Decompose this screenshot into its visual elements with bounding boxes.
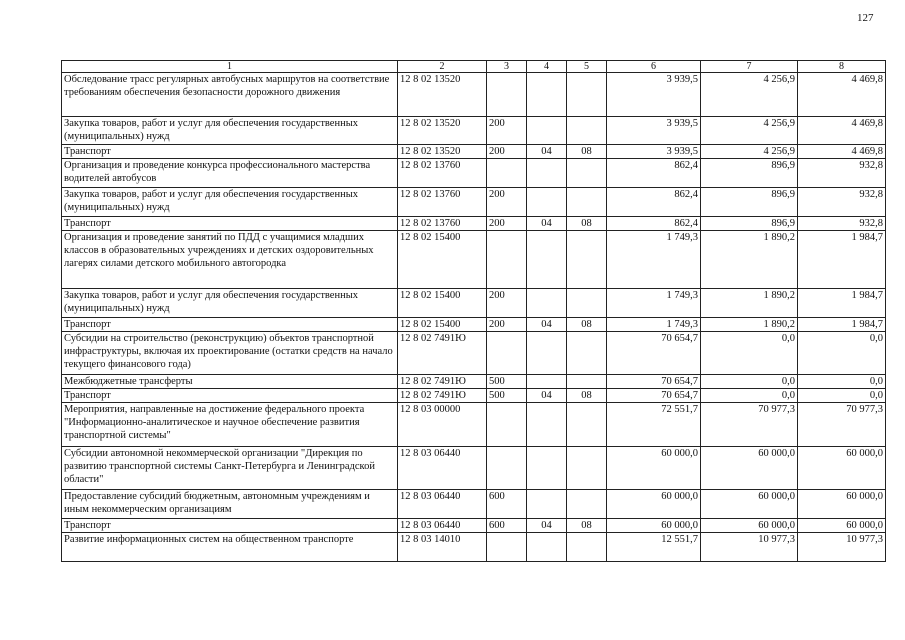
- row-value8-cell: 60 000,0: [798, 490, 886, 519]
- table-row: [62, 447, 886, 490]
- row-value6-cell: 3 939,5: [607, 73, 701, 117]
- row-value8-cell: 60 000,0: [798, 447, 886, 490]
- row-code-cell: 12 8 02 13520: [398, 145, 487, 159]
- row-value7-cell: 1 890,2: [701, 318, 798, 332]
- row-name-cell: Закупка товаров, работ и услуг для обеспечения государственных (муниципальных) нужд: [62, 188, 398, 217]
- row-value6-cell: 70 654,7: [607, 389, 701, 403]
- row-name-cell: Закупка товаров, работ и услуг для обеспечения государственных (муниципальных) нужд: [62, 117, 398, 145]
- row-value6-cell: 3 939,5: [607, 145, 701, 159]
- row-col3-cell: [487, 73, 527, 117]
- row-value8-cell: 0,0: [798, 389, 886, 403]
- row-col4-cell: 04: [527, 389, 567, 403]
- row-value6-cell: 60 000,0: [607, 490, 701, 519]
- table-body: [62, 73, 886, 562]
- row-value6-cell: 60 000,0: [607, 519, 701, 533]
- row-value7-cell: 0,0: [701, 375, 798, 389]
- row-col4-cell: [527, 117, 567, 145]
- row-col5-cell: [567, 447, 607, 490]
- budget-table: [61, 60, 886, 562]
- row-value7-cell: 1 890,2: [701, 289, 798, 318]
- row-col3-cell: [487, 533, 527, 562]
- row-value6-cell: 70 654,7: [607, 332, 701, 375]
- table-row: [62, 318, 886, 332]
- row-col5-cell: [567, 375, 607, 389]
- row-name-cell: Организация и проведение конкурса профессионального мастерства водителей автобусов: [62, 159, 398, 188]
- row-value8-cell: 932,8: [798, 159, 886, 188]
- table-row: [62, 490, 886, 519]
- row-col4-cell: 04: [527, 217, 567, 231]
- row-value7-cell: 896,9: [701, 159, 798, 188]
- row-col4-cell: [527, 447, 567, 490]
- row-value8-cell: 1 984,7: [798, 289, 886, 318]
- row-col5-cell: 08: [567, 217, 607, 231]
- row-col4-cell: [527, 403, 567, 447]
- row-name-cell: Мероприятия, направленные на достижение федерального проекта "Информационно-аналитическое и научное обеспечение развития транспортной системы": [62, 403, 398, 447]
- row-col5-cell: [567, 332, 607, 375]
- row-value8-cell: 10 977,3: [798, 533, 886, 562]
- table-row: [62, 375, 886, 389]
- row-value6-cell: 60 000,0: [607, 447, 701, 490]
- row-col4-cell: [527, 289, 567, 318]
- row-name-cell: Развитие информационных систем на общественном транспорте: [62, 533, 398, 562]
- row-code-cell: 12 8 03 06440: [398, 490, 487, 519]
- row-col5-cell: 08: [567, 318, 607, 332]
- row-value6-cell: 862,4: [607, 188, 701, 217]
- row-col5-cell: [567, 188, 607, 217]
- row-value7-cell: 1 890,2: [701, 231, 798, 289]
- column-header: 4: [527, 61, 567, 73]
- row-value8-cell: 932,8: [798, 217, 886, 231]
- row-value6-cell: 862,4: [607, 159, 701, 188]
- row-name-cell: Транспорт: [62, 145, 398, 159]
- row-col3-cell: [487, 159, 527, 188]
- row-value8-cell: 4 469,8: [798, 117, 886, 145]
- row-name-cell: Обследование трасс регулярных автобусных маршрутов на соответствие требованиям обеспечения безопасности дорожного движения: [62, 73, 398, 117]
- row-col5-cell: 08: [567, 145, 607, 159]
- row-col4-cell: 04: [527, 519, 567, 533]
- table-row: [62, 117, 886, 145]
- row-col3-cell: 500: [487, 389, 527, 403]
- table-row: [62, 389, 886, 403]
- column-header: 2: [398, 61, 487, 73]
- row-code-cell: 12 8 02 15400: [398, 289, 487, 318]
- row-value6-cell: 72 551,7: [607, 403, 701, 447]
- row-code-cell: 12 8 02 13760: [398, 217, 487, 231]
- row-code-cell: 12 8 02 7491Ю: [398, 375, 487, 389]
- row-col3-cell: [487, 447, 527, 490]
- row-value6-cell: 1 749,3: [607, 289, 701, 318]
- row-col5-cell: [567, 289, 607, 318]
- row-col3-cell: 600: [487, 490, 527, 519]
- row-col3-cell: 500: [487, 375, 527, 389]
- row-name-cell: Транспорт: [62, 389, 398, 403]
- row-col3-cell: 200: [487, 145, 527, 159]
- row-col5-cell: 08: [567, 519, 607, 533]
- row-code-cell: 12 8 02 13520: [398, 117, 487, 145]
- row-value7-cell: 60 000,0: [701, 490, 798, 519]
- column-header: 1: [62, 61, 398, 73]
- row-name-cell: Транспорт: [62, 217, 398, 231]
- row-value8-cell: 1 984,7: [798, 231, 886, 289]
- row-col3-cell: 200: [487, 217, 527, 231]
- column-header: 5: [567, 61, 607, 73]
- table-row: [62, 332, 886, 375]
- row-value7-cell: 60 000,0: [701, 447, 798, 490]
- column-header: 8: [798, 61, 886, 73]
- row-col4-cell: [527, 231, 567, 289]
- row-col5-cell: [567, 117, 607, 145]
- row-col3-cell: [487, 332, 527, 375]
- table-row: [62, 217, 886, 231]
- row-name-cell: Субсидии на строительство (реконструкцию) объектов транспортной инфраструктуры, включая их проектирование (остатки средств на начало текущего финансового года): [62, 332, 398, 375]
- row-col4-cell: [527, 332, 567, 375]
- row-value7-cell: 0,0: [701, 332, 798, 375]
- row-value7-cell: 896,9: [701, 217, 798, 231]
- row-value6-cell: 1 749,3: [607, 231, 701, 289]
- row-col4-cell: [527, 490, 567, 519]
- row-value7-cell: 4 256,9: [701, 117, 798, 145]
- row-value8-cell: 1 984,7: [798, 318, 886, 332]
- row-col3-cell: [487, 403, 527, 447]
- row-col4-cell: [527, 375, 567, 389]
- row-code-cell: 12 8 02 13760: [398, 188, 487, 217]
- row-col5-cell: [567, 231, 607, 289]
- row-value8-cell: 932,8: [798, 188, 886, 217]
- row-value7-cell: 60 000,0: [701, 519, 798, 533]
- row-code-cell: 12 8 02 15400: [398, 318, 487, 332]
- row-col5-cell: [567, 73, 607, 117]
- row-value8-cell: 4 469,8: [798, 73, 886, 117]
- row-value7-cell: 70 977,3: [701, 403, 798, 447]
- row-name-cell: Транспорт: [62, 519, 398, 533]
- row-code-cell: 12 8 03 14010: [398, 533, 487, 562]
- row-code-cell: 12 8 02 7491Ю: [398, 332, 487, 375]
- table-row: [62, 145, 886, 159]
- row-value8-cell: 60 000,0: [798, 519, 886, 533]
- row-col5-cell: [567, 403, 607, 447]
- row-col5-cell: 08: [567, 389, 607, 403]
- row-col4-cell: 04: [527, 145, 567, 159]
- table-row: [62, 289, 886, 318]
- table-row: [62, 231, 886, 289]
- row-name-cell: Транспорт: [62, 318, 398, 332]
- column-header: 7: [701, 61, 798, 73]
- row-col4-cell: [527, 188, 567, 217]
- row-code-cell: 12 8 02 7491Ю: [398, 389, 487, 403]
- row-col5-cell: [567, 159, 607, 188]
- row-name-cell: Предоставление субсидий бюджетным, автономным учреждениям и иным некоммерческим организациям: [62, 490, 398, 519]
- row-value7-cell: 896,9: [701, 188, 798, 217]
- row-name-cell: Организация и проведение занятий по ПДД с учащимися младших классов в образовательных учреждениях и детских оздоровительных лагерях силами детского мобильного автогородка: [62, 231, 398, 289]
- row-value6-cell: 1 749,3: [607, 318, 701, 332]
- row-code-cell: 12 8 03 00000: [398, 403, 487, 447]
- row-value8-cell: 4 469,8: [798, 145, 886, 159]
- column-header: 6: [607, 61, 701, 73]
- table-row: [62, 73, 886, 117]
- row-col5-cell: [567, 490, 607, 519]
- row-value6-cell: 70 654,7: [607, 375, 701, 389]
- row-value6-cell: 12 551,7: [607, 533, 701, 562]
- row-code-cell: 12 8 03 06440: [398, 519, 487, 533]
- row-value6-cell: 3 939,5: [607, 117, 701, 145]
- row-col4-cell: [527, 533, 567, 562]
- row-name-cell: Межбюджетные трансферты: [62, 375, 398, 389]
- row-code-cell: 12 8 02 15400: [398, 231, 487, 289]
- row-value8-cell: 70 977,3: [798, 403, 886, 447]
- row-col4-cell: [527, 73, 567, 117]
- row-value7-cell: 4 256,9: [701, 145, 798, 159]
- row-col3-cell: [487, 231, 527, 289]
- row-value7-cell: 0,0: [701, 389, 798, 403]
- column-header: 3: [487, 61, 527, 73]
- row-col3-cell: 200: [487, 318, 527, 332]
- row-col5-cell: [567, 533, 607, 562]
- table-row: [62, 519, 886, 533]
- row-code-cell: 12 8 03 06440: [398, 447, 487, 490]
- row-col3-cell: 200: [487, 188, 527, 217]
- row-col4-cell: [527, 159, 567, 188]
- table-row: [62, 533, 886, 562]
- row-name-cell: Субсидии автономной некоммерческой организации "Дирекция по развитию транспортной системы Санкт-Петербурга и Ленинградской области": [62, 447, 398, 490]
- row-col3-cell: 200: [487, 289, 527, 318]
- row-col3-cell: 600: [487, 519, 527, 533]
- row-name-cell: Закупка товаров, работ и услуг для обеспечения государственных (муниципальных) нужд: [62, 289, 398, 318]
- column-number-row: [62, 61, 886, 73]
- row-value6-cell: 862,4: [607, 217, 701, 231]
- row-value7-cell: 10 977,3: [701, 533, 798, 562]
- page-number: 127: [857, 12, 874, 24]
- row-col4-cell: 04: [527, 318, 567, 332]
- row-value7-cell: 4 256,9: [701, 73, 798, 117]
- table-row: [62, 188, 886, 217]
- row-code-cell: 12 8 02 13520: [398, 73, 487, 117]
- table-row: [62, 159, 886, 188]
- row-value8-cell: 0,0: [798, 375, 886, 389]
- row-code-cell: 12 8 02 13760: [398, 159, 487, 188]
- row-value8-cell: 0,0: [798, 332, 886, 375]
- row-col3-cell: 200: [487, 117, 527, 145]
- table-row: [62, 403, 886, 447]
